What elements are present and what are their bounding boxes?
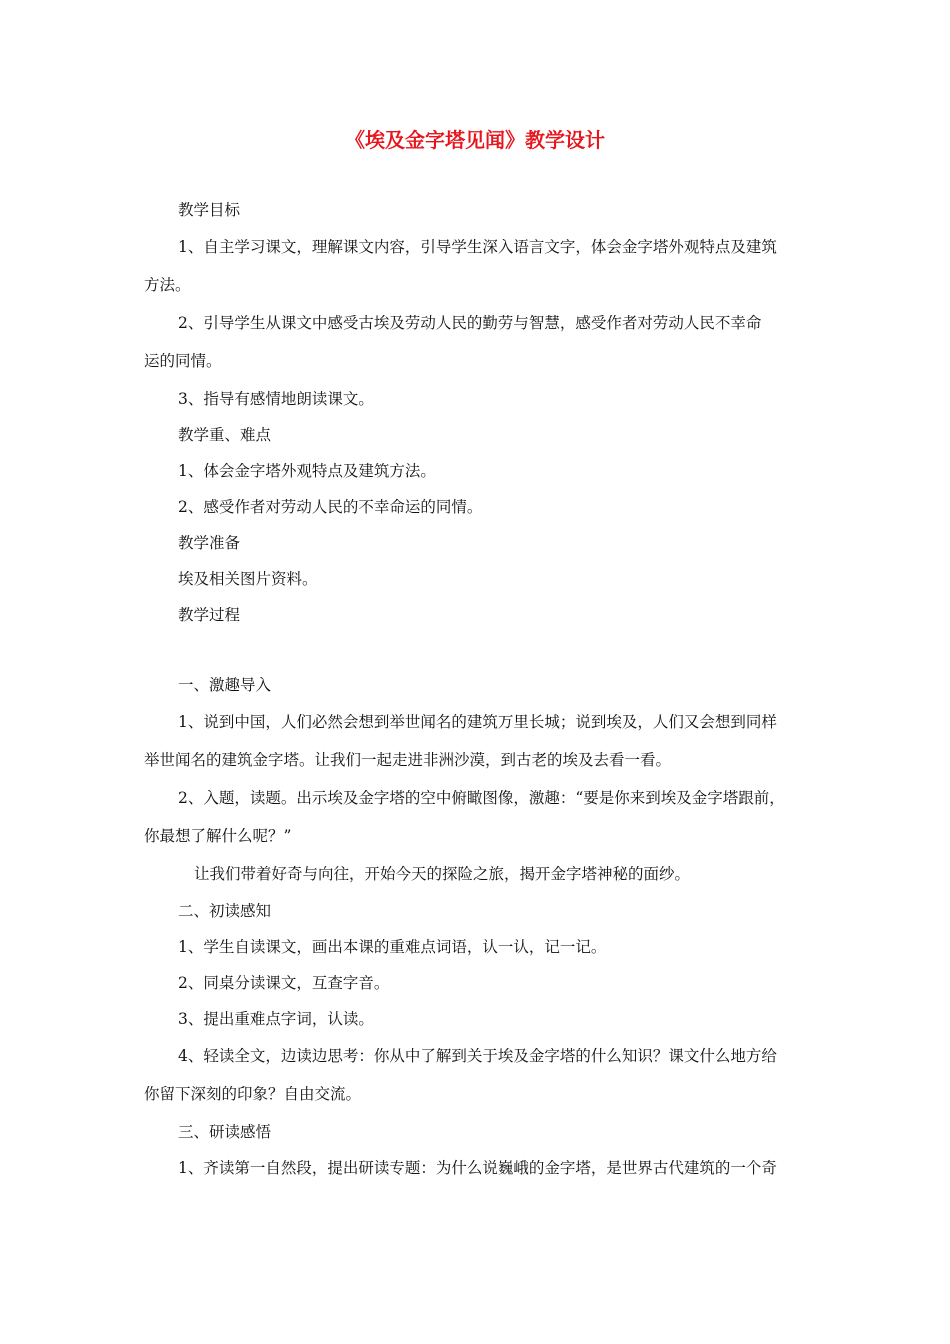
paragraph-line: 1、说到中国，人们必然会想到举世闻名的建筑万里长城；说到埃及，人们又会想到同样 bbox=[178, 713, 777, 731]
section-heading: 三、研读感悟 bbox=[178, 1123, 272, 1141]
heading-objectives: 教学目标 bbox=[178, 201, 241, 219]
section-heading: 二、初读感知 bbox=[178, 902, 272, 920]
heading-key-points: 教学重、难点 bbox=[178, 426, 272, 444]
paragraph-line: 让我们带着好奇与向往，开始今天的探险之旅，揭开金字塔神秘的面纱。 bbox=[194, 865, 691, 883]
paragraph-line: 运的同情。 bbox=[144, 352, 222, 370]
paragraph-line: 你留下深刻的印象？自由交流。 bbox=[144, 1085, 362, 1103]
document-title: 《埃及金字塔见闻》教学设计 bbox=[345, 128, 605, 152]
paragraph-line: 举世闻名的建筑金字塔。让我们一起走进非洲沙漠，到古老的埃及去看一看。 bbox=[144, 751, 672, 769]
paragraph-line: 4、轻读全文，边读边思考：你从中了解到关于埃及金字塔的什么知识？课文什么地方给 bbox=[178, 1047, 777, 1065]
paragraph-line: 1、齐读第一自然段，提出研读专题：为什么说巍峨的金字塔，是世界古代建筑的一个奇 bbox=[178, 1159, 777, 1177]
paragraph-line: 2、同桌分读课文，互查字音。 bbox=[178, 974, 390, 992]
paragraph-line: 2、入题，读题。出示埃及金字塔的空中俯瞰图像，激趣：“要是你来到埃及金字塔跟前， bbox=[178, 789, 785, 807]
paragraph-line: 埃及相关图片资料。 bbox=[178, 570, 318, 588]
paragraph-line: 2、引导学生从课文中感受古埃及劳动人民的勤劳与智慧，感受作者对劳动人民不幸命 bbox=[178, 314, 762, 332]
heading-process: 教学过程 bbox=[178, 606, 241, 624]
paragraph-line: 方法。 bbox=[144, 276, 191, 294]
paragraph-line: 你最想了解什么呢？” bbox=[144, 827, 292, 845]
section-heading: 一、激趣导入 bbox=[178, 676, 272, 694]
paragraph-line: 2、感受作者对劳动人民的不幸命运的同情。 bbox=[178, 498, 483, 516]
paragraph-line: 3、指导有感情地朗读课文。 bbox=[178, 390, 374, 408]
paragraph-line: 3、提出重难点字词，认读。 bbox=[178, 1010, 374, 1028]
paragraph-line: 1、学生自读课文，画出本课的重难点词语，认一认，记一记。 bbox=[178, 938, 607, 956]
paragraph-line: 1、自主学习课文，理解课文内容，引导学生深入语言文字，体会金字塔外观特点及建筑 bbox=[178, 238, 777, 256]
paragraph-line: 1、体会金字塔外观特点及建筑方法。 bbox=[178, 462, 436, 480]
heading-preparation: 教学准备 bbox=[178, 534, 241, 552]
